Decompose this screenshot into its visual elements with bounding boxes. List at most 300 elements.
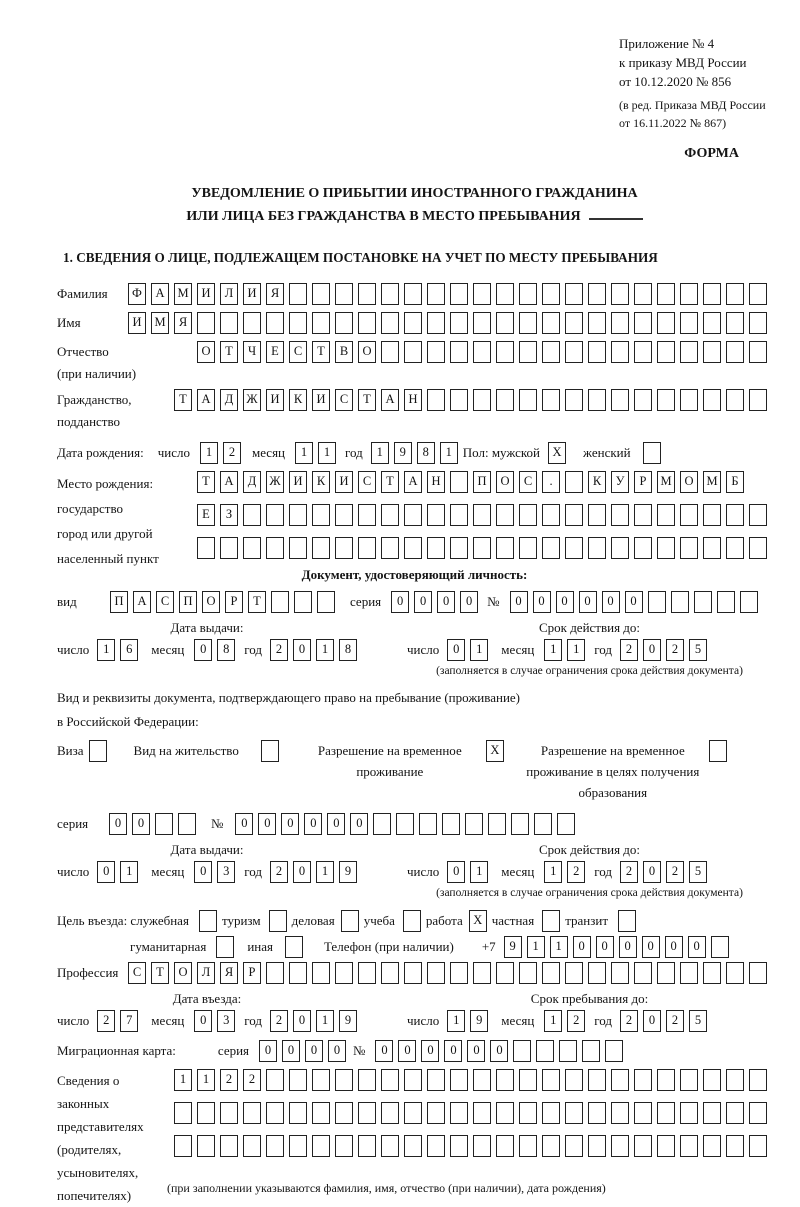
firstname-cell[interactable]: И — [128, 312, 146, 334]
patronymic-cell[interactable] — [565, 341, 583, 363]
firstname-cell[interactable] — [588, 312, 606, 334]
firstname-cell[interactable] — [312, 312, 330, 334]
id-valid-day-cell[interactable]: 0 — [447, 639, 465, 661]
surname-cell[interactable] — [749, 283, 767, 305]
id-issue-year-cell[interactable]: 1 — [316, 639, 334, 661]
rep-cell[interactable] — [335, 1102, 353, 1124]
id-number-cell[interactable]: 0 — [602, 591, 620, 613]
birth-place-cell[interactable] — [726, 504, 744, 526]
phone-cell[interactable]: 0 — [688, 936, 706, 958]
profession-cell[interactable]: Л — [197, 962, 215, 984]
birth-place-cell[interactable] — [427, 537, 445, 559]
rep-cell[interactable] — [565, 1102, 583, 1124]
birth-place-cell[interactable] — [749, 504, 767, 526]
rep-cell[interactable] — [657, 1069, 675, 1091]
birth-place-cell[interactable] — [473, 504, 491, 526]
rep-cell[interactable] — [220, 1102, 238, 1124]
rep-cell[interactable] — [588, 1102, 606, 1124]
doc-number-cell[interactable]: 0 — [235, 813, 253, 835]
stay-month-cell[interactable]: 2 — [567, 1010, 585, 1032]
doc-series-cell[interactable] — [155, 813, 173, 835]
patronymic-cell[interactable] — [634, 341, 652, 363]
birth-place-cell[interactable] — [312, 537, 330, 559]
profession-cell[interactable] — [289, 962, 307, 984]
entry-day-cell[interactable]: 7 — [120, 1010, 138, 1032]
firstname-cell[interactable] — [726, 312, 744, 334]
rep-cell[interactable] — [358, 1069, 376, 1091]
mig-number-cell[interactable]: 0 — [421, 1040, 439, 1062]
firstname-cell[interactable]: Я — [174, 312, 192, 334]
birth-place-cell[interactable] — [243, 537, 261, 559]
id-series-cell[interactable]: 0 — [437, 591, 455, 613]
profession-cell[interactable] — [588, 962, 606, 984]
birth-place-cell[interactable]: А — [404, 471, 422, 493]
birth-place-cell[interactable] — [220, 537, 238, 559]
transit-cell[interactable] — [618, 910, 636, 932]
birth-place-cell[interactable] — [450, 471, 468, 493]
surname-cell[interactable]: А — [151, 283, 169, 305]
rep-cell[interactable]: 2 — [243, 1069, 261, 1091]
firstname-cell[interactable] — [565, 312, 583, 334]
stay-day-cell[interactable]: 9 — [470, 1010, 488, 1032]
mig-series-cell[interactable]: 0 — [282, 1040, 300, 1062]
rep-cell[interactable] — [404, 1102, 422, 1124]
birth-month-cell[interactable]: 1 — [318, 442, 336, 464]
id-number-cell[interactable] — [740, 591, 758, 613]
rep-cell[interactable] — [381, 1069, 399, 1091]
firstname-cell[interactable] — [427, 312, 445, 334]
rep-cell[interactable] — [312, 1102, 330, 1124]
birth-place-cell[interactable] — [243, 504, 261, 526]
birth-place-cell[interactable] — [657, 537, 675, 559]
phone-cell[interactable]: 0 — [642, 936, 660, 958]
patronymic-cell[interactable]: О — [197, 341, 215, 363]
rep-cell[interactable] — [680, 1102, 698, 1124]
citizenship-cell[interactable] — [427, 389, 445, 411]
firstname-cell[interactable] — [703, 312, 721, 334]
doc-issue-month-cell[interactable]: 0 — [194, 861, 212, 883]
firstname-cell[interactable] — [496, 312, 514, 334]
birth-place-cell[interactable] — [726, 537, 744, 559]
doc-valid-month-cell[interactable]: 1 — [544, 861, 562, 883]
birth-place-cell[interactable] — [358, 537, 376, 559]
rep-cell[interactable] — [749, 1102, 767, 1124]
rep-cell[interactable] — [588, 1135, 606, 1157]
birth-place-cell[interactable] — [519, 537, 537, 559]
doc-number-cell[interactable] — [465, 813, 483, 835]
profession-cell[interactable] — [657, 962, 675, 984]
birth-place-cell[interactable]: Т — [197, 471, 215, 493]
profession-cell[interactable] — [634, 962, 652, 984]
surname-cell[interactable] — [427, 283, 445, 305]
doc-issue-year-cell[interactable]: 1 — [316, 861, 334, 883]
patronymic-cell[interactable]: Е — [266, 341, 284, 363]
birth-day-cell[interactable]: 1 — [200, 442, 218, 464]
profession-cell[interactable] — [680, 962, 698, 984]
patronymic-cell[interactable] — [450, 341, 468, 363]
surname-cell[interactable] — [473, 283, 491, 305]
profession-cell[interactable] — [266, 962, 284, 984]
birth-place-cell[interactable]: У — [611, 471, 629, 493]
birth-place-cell[interactable] — [473, 537, 491, 559]
rep-cell[interactable] — [611, 1135, 629, 1157]
doc-issue-day-cell[interactable]: 1 — [120, 861, 138, 883]
firstname-cell[interactable] — [542, 312, 560, 334]
rep-cell[interactable] — [243, 1102, 261, 1124]
doc-number-cell[interactable]: 0 — [304, 813, 322, 835]
rep-cell[interactable] — [220, 1135, 238, 1157]
rep-cell[interactable] — [542, 1135, 560, 1157]
firstname-cell[interactable] — [289, 312, 307, 334]
entry-year-cell[interactable]: 0 — [293, 1010, 311, 1032]
doc-number-cell[interactable] — [488, 813, 506, 835]
stay-year-cell[interactable]: 5 — [689, 1010, 707, 1032]
birth-place-cell[interactable]: Н — [427, 471, 445, 493]
surname-cell[interactable] — [404, 283, 422, 305]
rep-cell[interactable] — [266, 1069, 284, 1091]
id-series-cell[interactable]: 0 — [391, 591, 409, 613]
entry-year-cell[interactable]: 2 — [270, 1010, 288, 1032]
surname-cell[interactable]: Ф — [128, 283, 146, 305]
birth-place-cell[interactable]: О — [496, 471, 514, 493]
id-kind-cell[interactable]: О — [202, 591, 220, 613]
citizenship-cell[interactable] — [680, 389, 698, 411]
surname-cell[interactable] — [450, 283, 468, 305]
mig-number-cell[interactable] — [582, 1040, 600, 1062]
mig-series-cell[interactable]: 0 — [259, 1040, 277, 1062]
profession-cell[interactable]: Я — [220, 962, 238, 984]
rep-cell[interactable] — [404, 1135, 422, 1157]
entry-day-cell[interactable]: 2 — [97, 1010, 115, 1032]
stay-day-cell[interactable]: 1 — [447, 1010, 465, 1032]
surname-cell[interactable] — [312, 283, 330, 305]
birth-place-cell[interactable]: Ж — [266, 471, 284, 493]
birth-place-cell[interactable] — [289, 537, 307, 559]
id-series-cell[interactable]: 0 — [414, 591, 432, 613]
rep-cell[interactable] — [289, 1102, 307, 1124]
birth-place-cell[interactable] — [381, 504, 399, 526]
citizenship-cell[interactable] — [634, 389, 652, 411]
rep-cell[interactable] — [473, 1135, 491, 1157]
birth-place-cell[interactable] — [289, 504, 307, 526]
business-cell[interactable] — [341, 910, 359, 932]
purpose-official-cell[interactable] — [199, 910, 217, 932]
surname-cell[interactable] — [542, 283, 560, 305]
doc-series-cell[interactable] — [178, 813, 196, 835]
birth-place-cell[interactable] — [358, 504, 376, 526]
doc-series-cell[interactable]: 0 — [132, 813, 150, 835]
firstname-cell[interactable] — [197, 312, 215, 334]
surname-cell[interactable] — [496, 283, 514, 305]
rep-cell[interactable] — [726, 1069, 744, 1091]
patronymic-cell[interactable] — [404, 341, 422, 363]
birth-year-cell[interactable]: 1 — [371, 442, 389, 464]
temp-residence-edu-cell[interactable] — [709, 740, 727, 762]
surname-cell[interactable]: И — [197, 283, 215, 305]
rep-cell[interactable] — [427, 1102, 445, 1124]
profession-cell[interactable] — [519, 962, 537, 984]
residence-cell[interactable] — [261, 740, 279, 762]
profession-cell[interactable] — [404, 962, 422, 984]
citizenship-cell[interactable]: Т — [358, 389, 376, 411]
id-kind-cell[interactable] — [294, 591, 312, 613]
profession-cell[interactable] — [703, 962, 721, 984]
birth-place-cell[interactable]: Д — [243, 471, 261, 493]
stay-month-cell[interactable]: 1 — [544, 1010, 562, 1032]
birth-place-cell[interactable] — [588, 504, 606, 526]
citizenship-cell[interactable] — [542, 389, 560, 411]
id-number-cell[interactable]: 0 — [510, 591, 528, 613]
id-number-cell[interactable]: 0 — [625, 591, 643, 613]
id-issue-year-cell[interactable]: 8 — [339, 639, 357, 661]
doc-valid-year-cell[interactable]: 2 — [620, 861, 638, 883]
rep-cell[interactable] — [588, 1069, 606, 1091]
surname-cell[interactable] — [611, 283, 629, 305]
rep-cell[interactable] — [243, 1135, 261, 1157]
phone-cell[interactable]: 0 — [596, 936, 614, 958]
mig-number-cell[interactable]: 0 — [398, 1040, 416, 1062]
phone-cell[interactable]: 1 — [550, 936, 568, 958]
birth-place-cell[interactable]: М — [703, 471, 721, 493]
citizenship-cell[interactable]: И — [266, 389, 284, 411]
rep-cell[interactable] — [266, 1135, 284, 1157]
sex-male-cell[interactable]: X — [548, 442, 566, 464]
birth-place-cell[interactable] — [703, 504, 721, 526]
citizenship-cell[interactable]: Т — [174, 389, 192, 411]
rep-cell[interactable] — [358, 1102, 376, 1124]
phone-cell[interactable]: 0 — [573, 936, 591, 958]
citizenship-cell[interactable]: Ж — [243, 389, 261, 411]
citizenship-cell[interactable] — [450, 389, 468, 411]
rep-cell[interactable] — [289, 1069, 307, 1091]
rep-cell[interactable] — [634, 1069, 652, 1091]
birth-place-cell[interactable] — [565, 504, 583, 526]
firstname-cell[interactable] — [381, 312, 399, 334]
phone-cell[interactable]: 0 — [665, 936, 683, 958]
citizenship-cell[interactable] — [496, 389, 514, 411]
doc-number-cell[interactable]: 0 — [281, 813, 299, 835]
sex-female-cell[interactable] — [643, 442, 661, 464]
id-valid-year-cell[interactable]: 5 — [689, 639, 707, 661]
rep-cell[interactable] — [634, 1102, 652, 1124]
citizenship-cell[interactable] — [611, 389, 629, 411]
profession-cell[interactable] — [726, 962, 744, 984]
profession-cell[interactable] — [312, 962, 330, 984]
rep-cell[interactable] — [358, 1135, 376, 1157]
id-kind-cell[interactable]: П — [110, 591, 128, 613]
rep-cell[interactable] — [703, 1135, 721, 1157]
rep-cell[interactable]: 1 — [197, 1069, 215, 1091]
id-issue-day-cell[interactable]: 6 — [120, 639, 138, 661]
firstname-cell[interactable] — [220, 312, 238, 334]
rep-cell[interactable] — [473, 1102, 491, 1124]
citizenship-cell[interactable] — [657, 389, 675, 411]
mig-number-cell[interactable] — [536, 1040, 554, 1062]
doc-number-cell[interactable]: 0 — [350, 813, 368, 835]
citizenship-cell[interactable]: С — [335, 389, 353, 411]
surname-cell[interactable] — [289, 283, 307, 305]
birth-place-cell[interactable]: Р — [634, 471, 652, 493]
id-number-cell[interactable] — [694, 591, 712, 613]
id-kind-cell[interactable]: П — [179, 591, 197, 613]
firstname-cell[interactable] — [473, 312, 491, 334]
surname-cell[interactable] — [680, 283, 698, 305]
patronymic-cell[interactable] — [588, 341, 606, 363]
surname-cell[interactable]: М — [174, 283, 192, 305]
birth-place-cell[interactable] — [450, 504, 468, 526]
doc-issue-year-cell[interactable]: 9 — [339, 861, 357, 883]
rep-cell[interactable] — [335, 1069, 353, 1091]
birth-place-cell[interactable]: К — [312, 471, 330, 493]
rep-cell[interactable] — [634, 1135, 652, 1157]
rep-cell[interactable] — [289, 1135, 307, 1157]
rep-cell[interactable] — [542, 1102, 560, 1124]
rep-cell[interactable] — [450, 1135, 468, 1157]
surname-cell[interactable] — [565, 283, 583, 305]
patronymic-cell[interactable] — [657, 341, 675, 363]
profession-cell[interactable]: Т — [151, 962, 169, 984]
birth-place-cell[interactable] — [680, 504, 698, 526]
birth-place-cell[interactable]: Е — [197, 504, 215, 526]
mig-number-cell[interactable]: 0 — [467, 1040, 485, 1062]
phone-cell[interactable]: 1 — [527, 936, 545, 958]
id-kind-cell[interactable]: Р — [225, 591, 243, 613]
patronymic-cell[interactable] — [427, 341, 445, 363]
rep-cell[interactable] — [680, 1135, 698, 1157]
doc-issue-month-cell[interactable]: 3 — [217, 861, 235, 883]
citizenship-cell[interactable]: А — [197, 389, 215, 411]
birth-year-cell[interactable]: 8 — [417, 442, 435, 464]
birth-place-cell[interactable]: К — [588, 471, 606, 493]
doc-number-cell[interactable] — [442, 813, 460, 835]
profession-cell[interactable] — [450, 962, 468, 984]
stay-year-cell[interactable]: 2 — [666, 1010, 684, 1032]
birth-place-cell[interactable] — [634, 504, 652, 526]
rep-cell[interactable] — [381, 1102, 399, 1124]
rep-cell[interactable] — [496, 1102, 514, 1124]
mig-number-cell[interactable] — [559, 1040, 577, 1062]
rep-cell[interactable] — [496, 1135, 514, 1157]
firstname-cell[interactable] — [749, 312, 767, 334]
private-cell[interactable] — [542, 910, 560, 932]
mig-number-cell[interactable]: 0 — [490, 1040, 508, 1062]
profession-cell[interactable] — [381, 962, 399, 984]
doc-number-cell[interactable] — [534, 813, 552, 835]
id-valid-month-cell[interactable]: 1 — [567, 639, 585, 661]
birth-place-cell[interactable] — [542, 537, 560, 559]
surname-cell[interactable] — [703, 283, 721, 305]
visa-cell[interactable] — [89, 740, 107, 762]
firstname-cell[interactable] — [243, 312, 261, 334]
doc-number-cell[interactable]: 0 — [258, 813, 276, 835]
profession-cell[interactable] — [496, 962, 514, 984]
birth-place-cell[interactable] — [266, 504, 284, 526]
birth-place-cell[interactable]: И — [335, 471, 353, 493]
patronymic-cell[interactable] — [542, 341, 560, 363]
id-valid-year-cell[interactable]: 2 — [620, 639, 638, 661]
birth-place-cell[interactable]: С — [519, 471, 537, 493]
entry-month-cell[interactable]: 3 — [217, 1010, 235, 1032]
birth-place-cell[interactable] — [450, 537, 468, 559]
rep-cell[interactable] — [680, 1069, 698, 1091]
rep-cell[interactable] — [197, 1102, 215, 1124]
rep-cell[interactable] — [335, 1135, 353, 1157]
profession-cell[interactable] — [473, 962, 491, 984]
patronymic-cell[interactable]: Т — [220, 341, 238, 363]
birth-place-cell[interactable]: О — [680, 471, 698, 493]
id-kind-cell[interactable] — [317, 591, 335, 613]
id-number-cell[interactable]: 0 — [579, 591, 597, 613]
rep-cell[interactable] — [174, 1102, 192, 1124]
firstname-cell[interactable] — [634, 312, 652, 334]
birth-place-cell[interactable] — [266, 537, 284, 559]
rep-cell[interactable] — [703, 1102, 721, 1124]
patronymic-cell[interactable]: О — [358, 341, 376, 363]
doc-issue-year-cell[interactable]: 0 — [293, 861, 311, 883]
id-issue-day-cell[interactable]: 1 — [97, 639, 115, 661]
birth-place-cell[interactable] — [749, 537, 767, 559]
birth-place-cell[interactable] — [542, 504, 560, 526]
surname-cell[interactable]: Я — [266, 283, 284, 305]
humanitarian-cell[interactable] — [216, 936, 234, 958]
rep-cell[interactable] — [197, 1135, 215, 1157]
id-number-cell[interactable]: 0 — [533, 591, 551, 613]
id-series-cell[interactable]: 0 — [460, 591, 478, 613]
entry-year-cell[interactable]: 9 — [339, 1010, 357, 1032]
stay-year-cell[interactable]: 2 — [620, 1010, 638, 1032]
id-number-cell[interactable] — [671, 591, 689, 613]
birth-place-cell[interactable] — [496, 504, 514, 526]
rep-cell[interactable] — [266, 1102, 284, 1124]
doc-issue-year-cell[interactable]: 2 — [270, 861, 288, 883]
rep-cell[interactable] — [450, 1102, 468, 1124]
citizenship-cell[interactable] — [473, 389, 491, 411]
doc-valid-year-cell[interactable]: 2 — [666, 861, 684, 883]
citizenship-cell[interactable] — [749, 389, 767, 411]
profession-cell[interactable]: Р — [243, 962, 261, 984]
surname-cell[interactable] — [726, 283, 744, 305]
rep-cell[interactable] — [473, 1069, 491, 1091]
birth-place-cell[interactable] — [197, 537, 215, 559]
citizenship-cell[interactable]: К — [289, 389, 307, 411]
patronymic-cell[interactable] — [611, 341, 629, 363]
mig-number-cell[interactable]: 0 — [444, 1040, 462, 1062]
entry-month-cell[interactable]: 0 — [194, 1010, 212, 1032]
firstname-cell[interactable] — [266, 312, 284, 334]
firstname-cell[interactable] — [335, 312, 353, 334]
birth-place-cell[interactable] — [381, 537, 399, 559]
doc-number-cell[interactable] — [511, 813, 529, 835]
rep-cell[interactable] — [565, 1135, 583, 1157]
doc-valid-year-cell[interactable]: 0 — [643, 861, 661, 883]
id-kind-cell[interactable]: С — [156, 591, 174, 613]
id-issue-month-cell[interactable]: 0 — [194, 639, 212, 661]
citizenship-cell[interactable] — [726, 389, 744, 411]
patronymic-cell[interactable]: В — [335, 341, 353, 363]
rep-cell[interactable] — [749, 1135, 767, 1157]
surname-cell[interactable] — [381, 283, 399, 305]
birth-place-cell[interactable]: И — [289, 471, 307, 493]
id-kind-cell[interactable]: Т — [248, 591, 266, 613]
citizenship-cell[interactable] — [519, 389, 537, 411]
doc-issue-day-cell[interactable]: 0 — [97, 861, 115, 883]
patronymic-cell[interactable]: Т — [312, 341, 330, 363]
study-cell[interactable] — [403, 910, 421, 932]
profession-cell[interactable]: С — [128, 962, 146, 984]
doc-valid-year-cell[interactable]: 5 — [689, 861, 707, 883]
id-issue-year-cell[interactable]: 2 — [270, 639, 288, 661]
rep-cell[interactable] — [611, 1069, 629, 1091]
